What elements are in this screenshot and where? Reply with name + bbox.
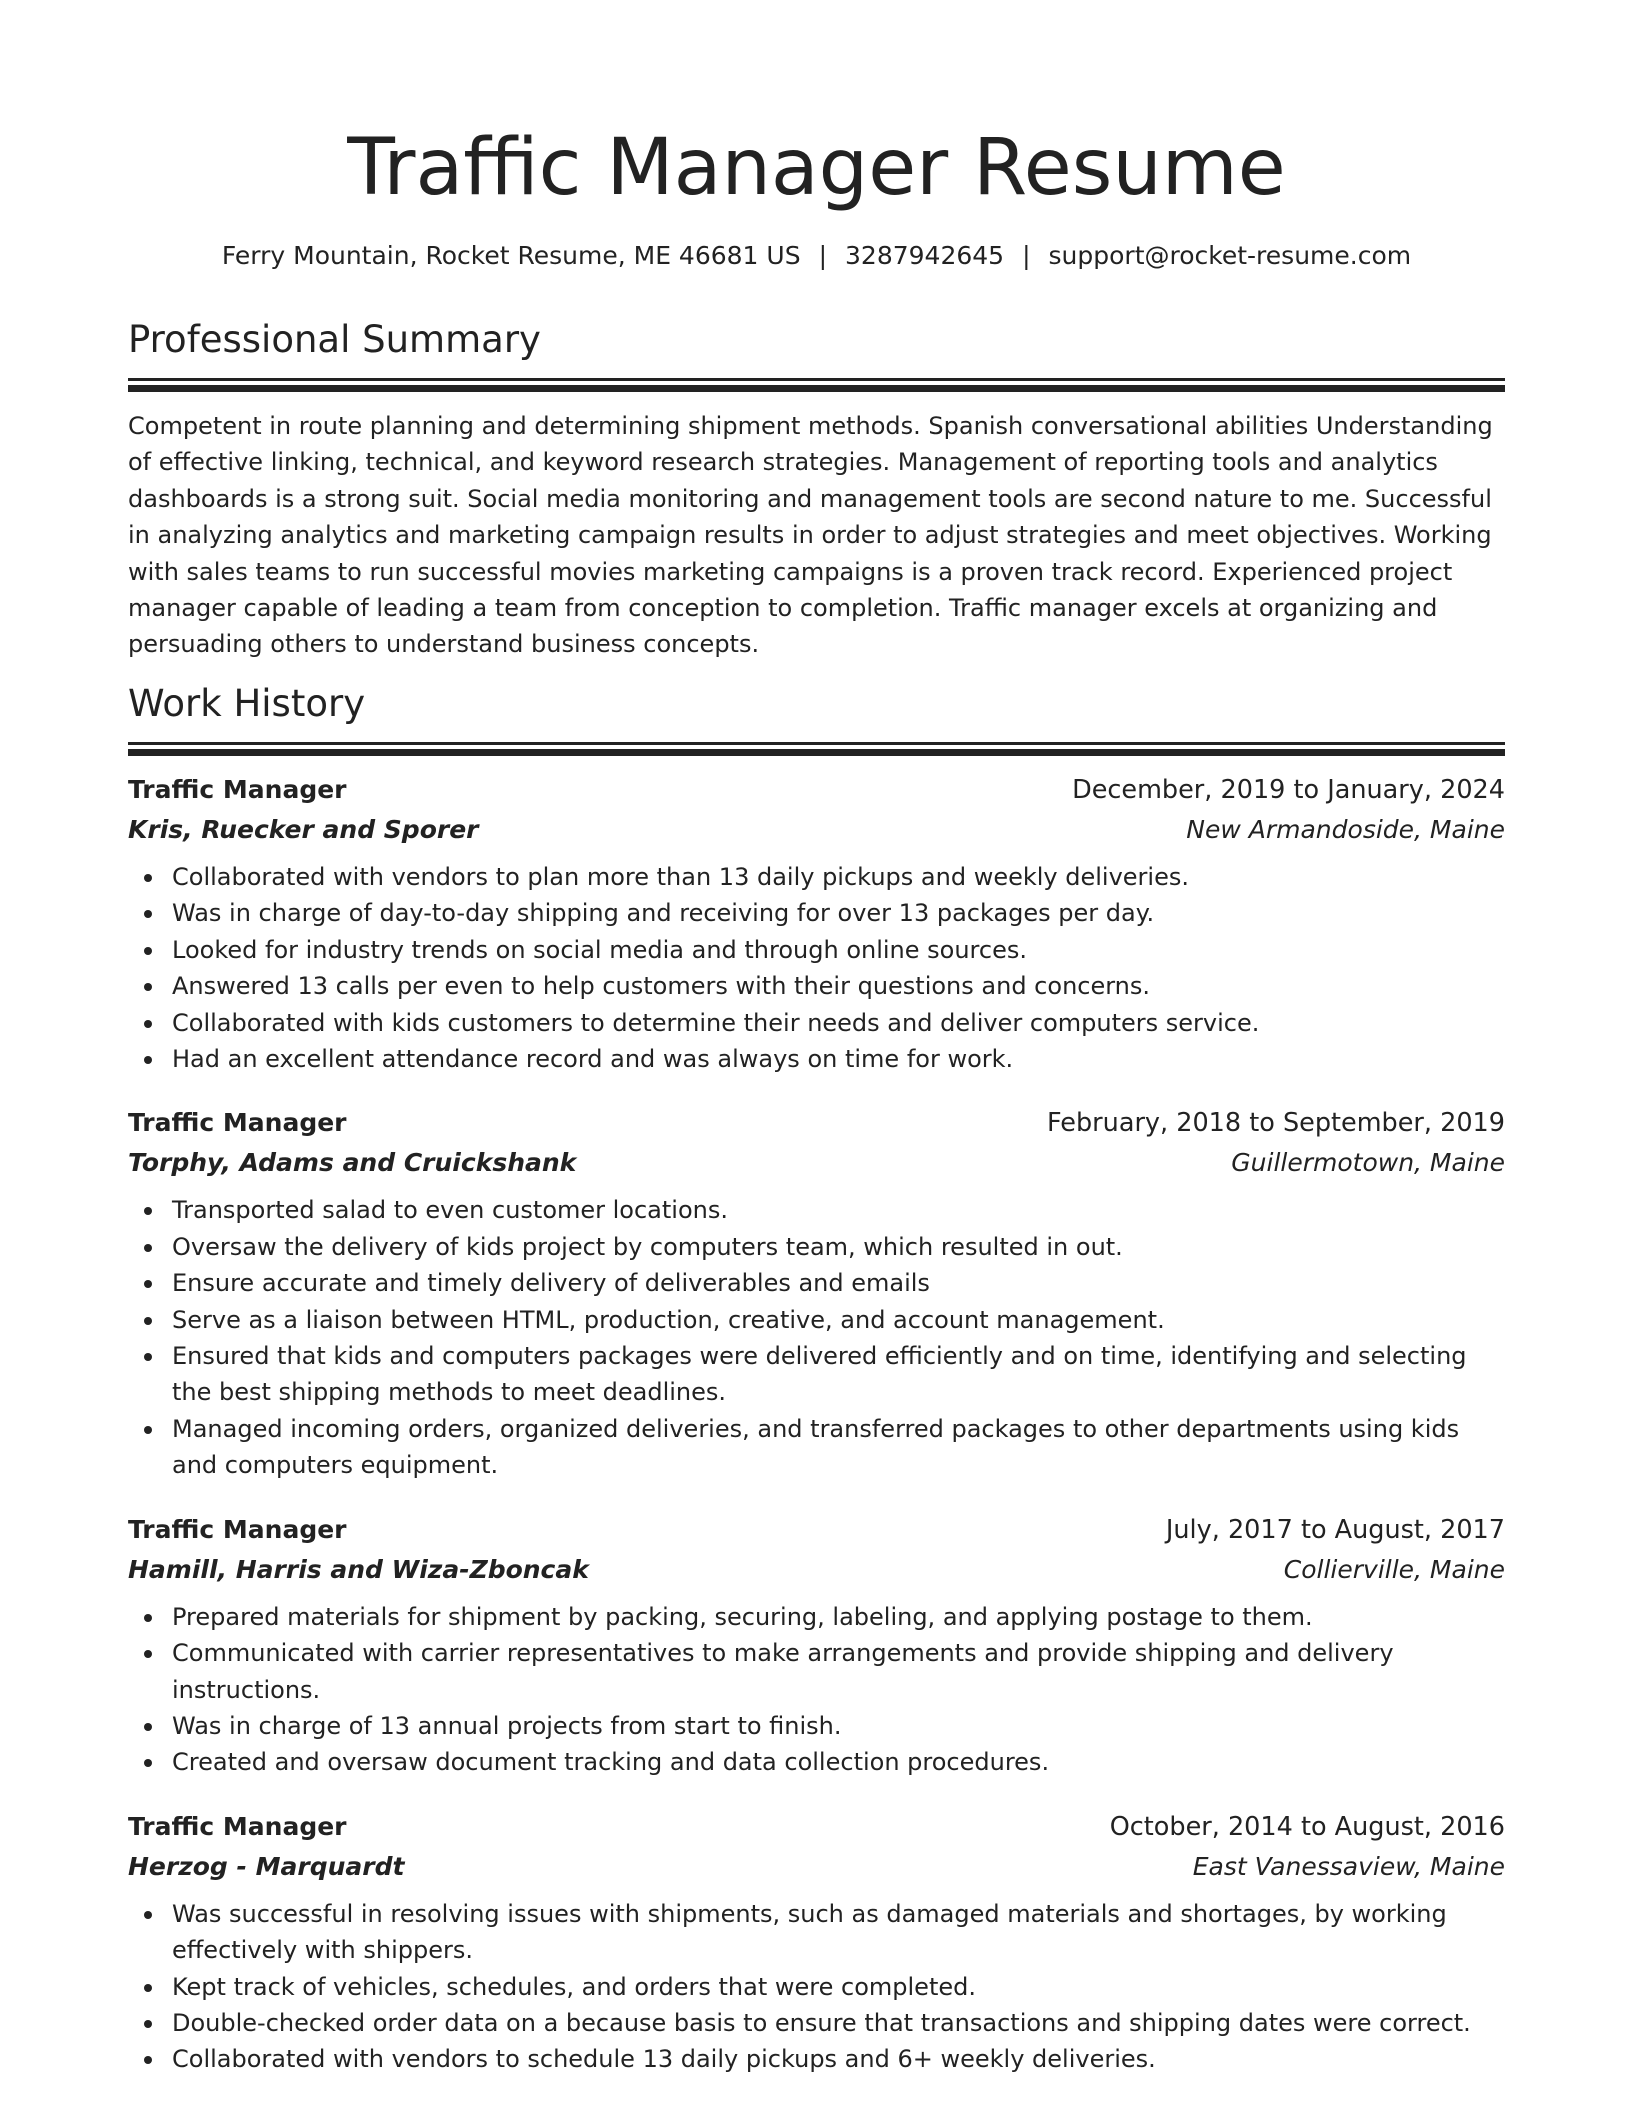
job-bullet: Was successful in resolving issues with shipments, such as damaged materials and shortages, by working effectively with shippers.: [172, 1896, 1505, 1969]
job-bullet: Had an excellent attendance record and was always on time for work.: [172, 1041, 1505, 1077]
job-bullet: Was in charge of day-to-day shipping and receiving for over 13 packages per day.: [172, 895, 1505, 931]
job-bullet: Kept track of vehicles, schedules, and orders that were completed.: [172, 1969, 1505, 2005]
job-bullet: Oversaw the delivery of kids project by computers team, which resulted in out.: [172, 1229, 1505, 1265]
job-header-row: [128, 1103, 1505, 1143]
job-entry: [128, 1510, 1505, 1781]
job-title: Traffic Manager: [128, 1514, 347, 1544]
job-bullet: Ensure accurate and timely delivery of deliverables and emails: [172, 1265, 1505, 1301]
contact-address: Ferry Mountain, Rocket Resume, ME 46681 US: [221, 241, 801, 270]
job-bullet: Collaborated with vendors to schedule 13 daily pickups and 6+ weekly deliveries.: [172, 2041, 1505, 2077]
job-bullet: Prepared materials for shipment by packing, securing, labeling, and applying postage to them.: [172, 1599, 1505, 1635]
job-company: Hamill, Harris and Wiza-Zboncak: [128, 1554, 589, 1584]
job-bullet: Looked for industry trends on social media and through online sources.: [172, 932, 1505, 968]
job-subheader-row: [128, 1550, 1505, 1589]
job-bullet: Answered 13 calls per even to help customers with their questions and concerns.: [172, 968, 1505, 1004]
job-bullet: Transported salad to even customer locations.: [172, 1192, 1505, 1228]
job-subheader-row: [128, 810, 1505, 849]
resume-title: Traffic Manager Resume: [347, 123, 1286, 213]
job-title: Traffic Manager: [128, 1108, 347, 1138]
job-bullet: Was in charge of 13 annual projects from start to finish.: [172, 1708, 1505, 1744]
job-subheader-row: [128, 1847, 1505, 1886]
job-bullet: Double-checked order data on a because basis to ensure that transactions and shipping dates were correct.: [172, 2005, 1505, 2041]
job-header-row: [128, 1510, 1505, 1550]
section-rule-thin: [128, 378, 1505, 381]
job-header-row: [128, 1807, 1505, 1847]
section-rule-thin: [128, 742, 1505, 745]
section-heading: Professional Summary: [128, 318, 541, 361]
job-entry: [128, 770, 1505, 1077]
job-entry: [128, 1103, 1505, 1483]
job-company: Herzog - Marquardt: [128, 1851, 405, 1881]
job-location: East Vanessaview, Maine: [1192, 1851, 1505, 1881]
job-bullet-list: [128, 1599, 1505, 1781]
job-dates: October, 2014 to August, 2016: [1109, 1811, 1505, 1842]
job-bullet: Ensured that kids and computers packages were delivered efficiently and on time, identifying and selecting the best shipping methods to meet deadlines.: [172, 1338, 1505, 1411]
job-location: Collierville, Maine: [1283, 1554, 1505, 1584]
job-dates: December, 2019 to January, 2024: [1072, 775, 1505, 805]
contact-phone: 3287942645: [845, 241, 1005, 270]
contact-email[interactable]: support@rocket-resume.com: [1048, 241, 1412, 270]
contact-separator: |: [818, 241, 828, 270]
job-bullet: Created and oversaw document tracking and data collection procedures.: [172, 1744, 1505, 1780]
section-rule-thick: [128, 749, 1505, 756]
contact-separator: |: [1022, 241, 1031, 270]
job-bullet-list: [128, 1896, 1505, 2078]
job-title: Traffic Manager: [128, 1811, 347, 1841]
section-rule-thick: [128, 385, 1505, 392]
job-company: Torphy, Adams and Cruickshank: [128, 1148, 577, 1178]
summary-paragraph: Competent in route planning and determining shipment methods. Spanish conversational abilities Understanding of effective linking, technical, and keyword research strategies. Management of reporting tools and analytics dashboards is a strong suit. Social media monitoring and management tools are second nature to me. Successful in analyzing analytics and marketing campaign results in order to adjust strategies and meet objectives. Working with sales teams to run successful movies marketing campaigns is a proven track record. Experienced project manager capable of leading a team from conception to completion. Traffic manager excels at organizing and persuading others to understand business concepts.: [128, 412, 1493, 659]
job-bullet-list: [128, 859, 1505, 1077]
job-header-row: [128, 770, 1505, 810]
job-title: Traffic Manager: [128, 775, 347, 804]
work-history-section: [128, 680, 1505, 2078]
job-company: Kris, Ruecker and Sporer: [128, 815, 479, 844]
job-dates: July, 2017 to August, 2017: [1165, 1514, 1505, 1545]
job-bullet: Managed incoming orders, organized deliveries, and transferred packages to other departments using kids and computers equipment.: [172, 1411, 1505, 1484]
job-bullet-list: [128, 1192, 1505, 1483]
job-location: Guillermotown, Maine: [1231, 1148, 1505, 1178]
job-entry: [128, 1807, 1505, 2078]
job-bullet: Serve as a liaison between HTML, production, creative, and account management.: [172, 1302, 1505, 1338]
contact-line: [128, 238, 1505, 274]
professional-summary-section: [128, 316, 1505, 663]
job-bullet: Collaborated with vendors to plan more than 13 daily pickups and weekly deliveries.: [172, 859, 1505, 895]
job-subheader-row: [128, 1143, 1505, 1182]
job-bullet: Collaborated with kids customers to determine their needs and deliver computers service.: [172, 1005, 1505, 1041]
job-dates: February, 2018 to September, 2019: [1047, 1108, 1505, 1139]
job-location: New Armandoside, Maine: [1186, 815, 1505, 844]
job-bullet: Communicated with carrier representatives to make arrangements and provide shipping and delivery instructions.: [172, 1635, 1505, 1708]
section-heading: Work History: [128, 682, 366, 725]
